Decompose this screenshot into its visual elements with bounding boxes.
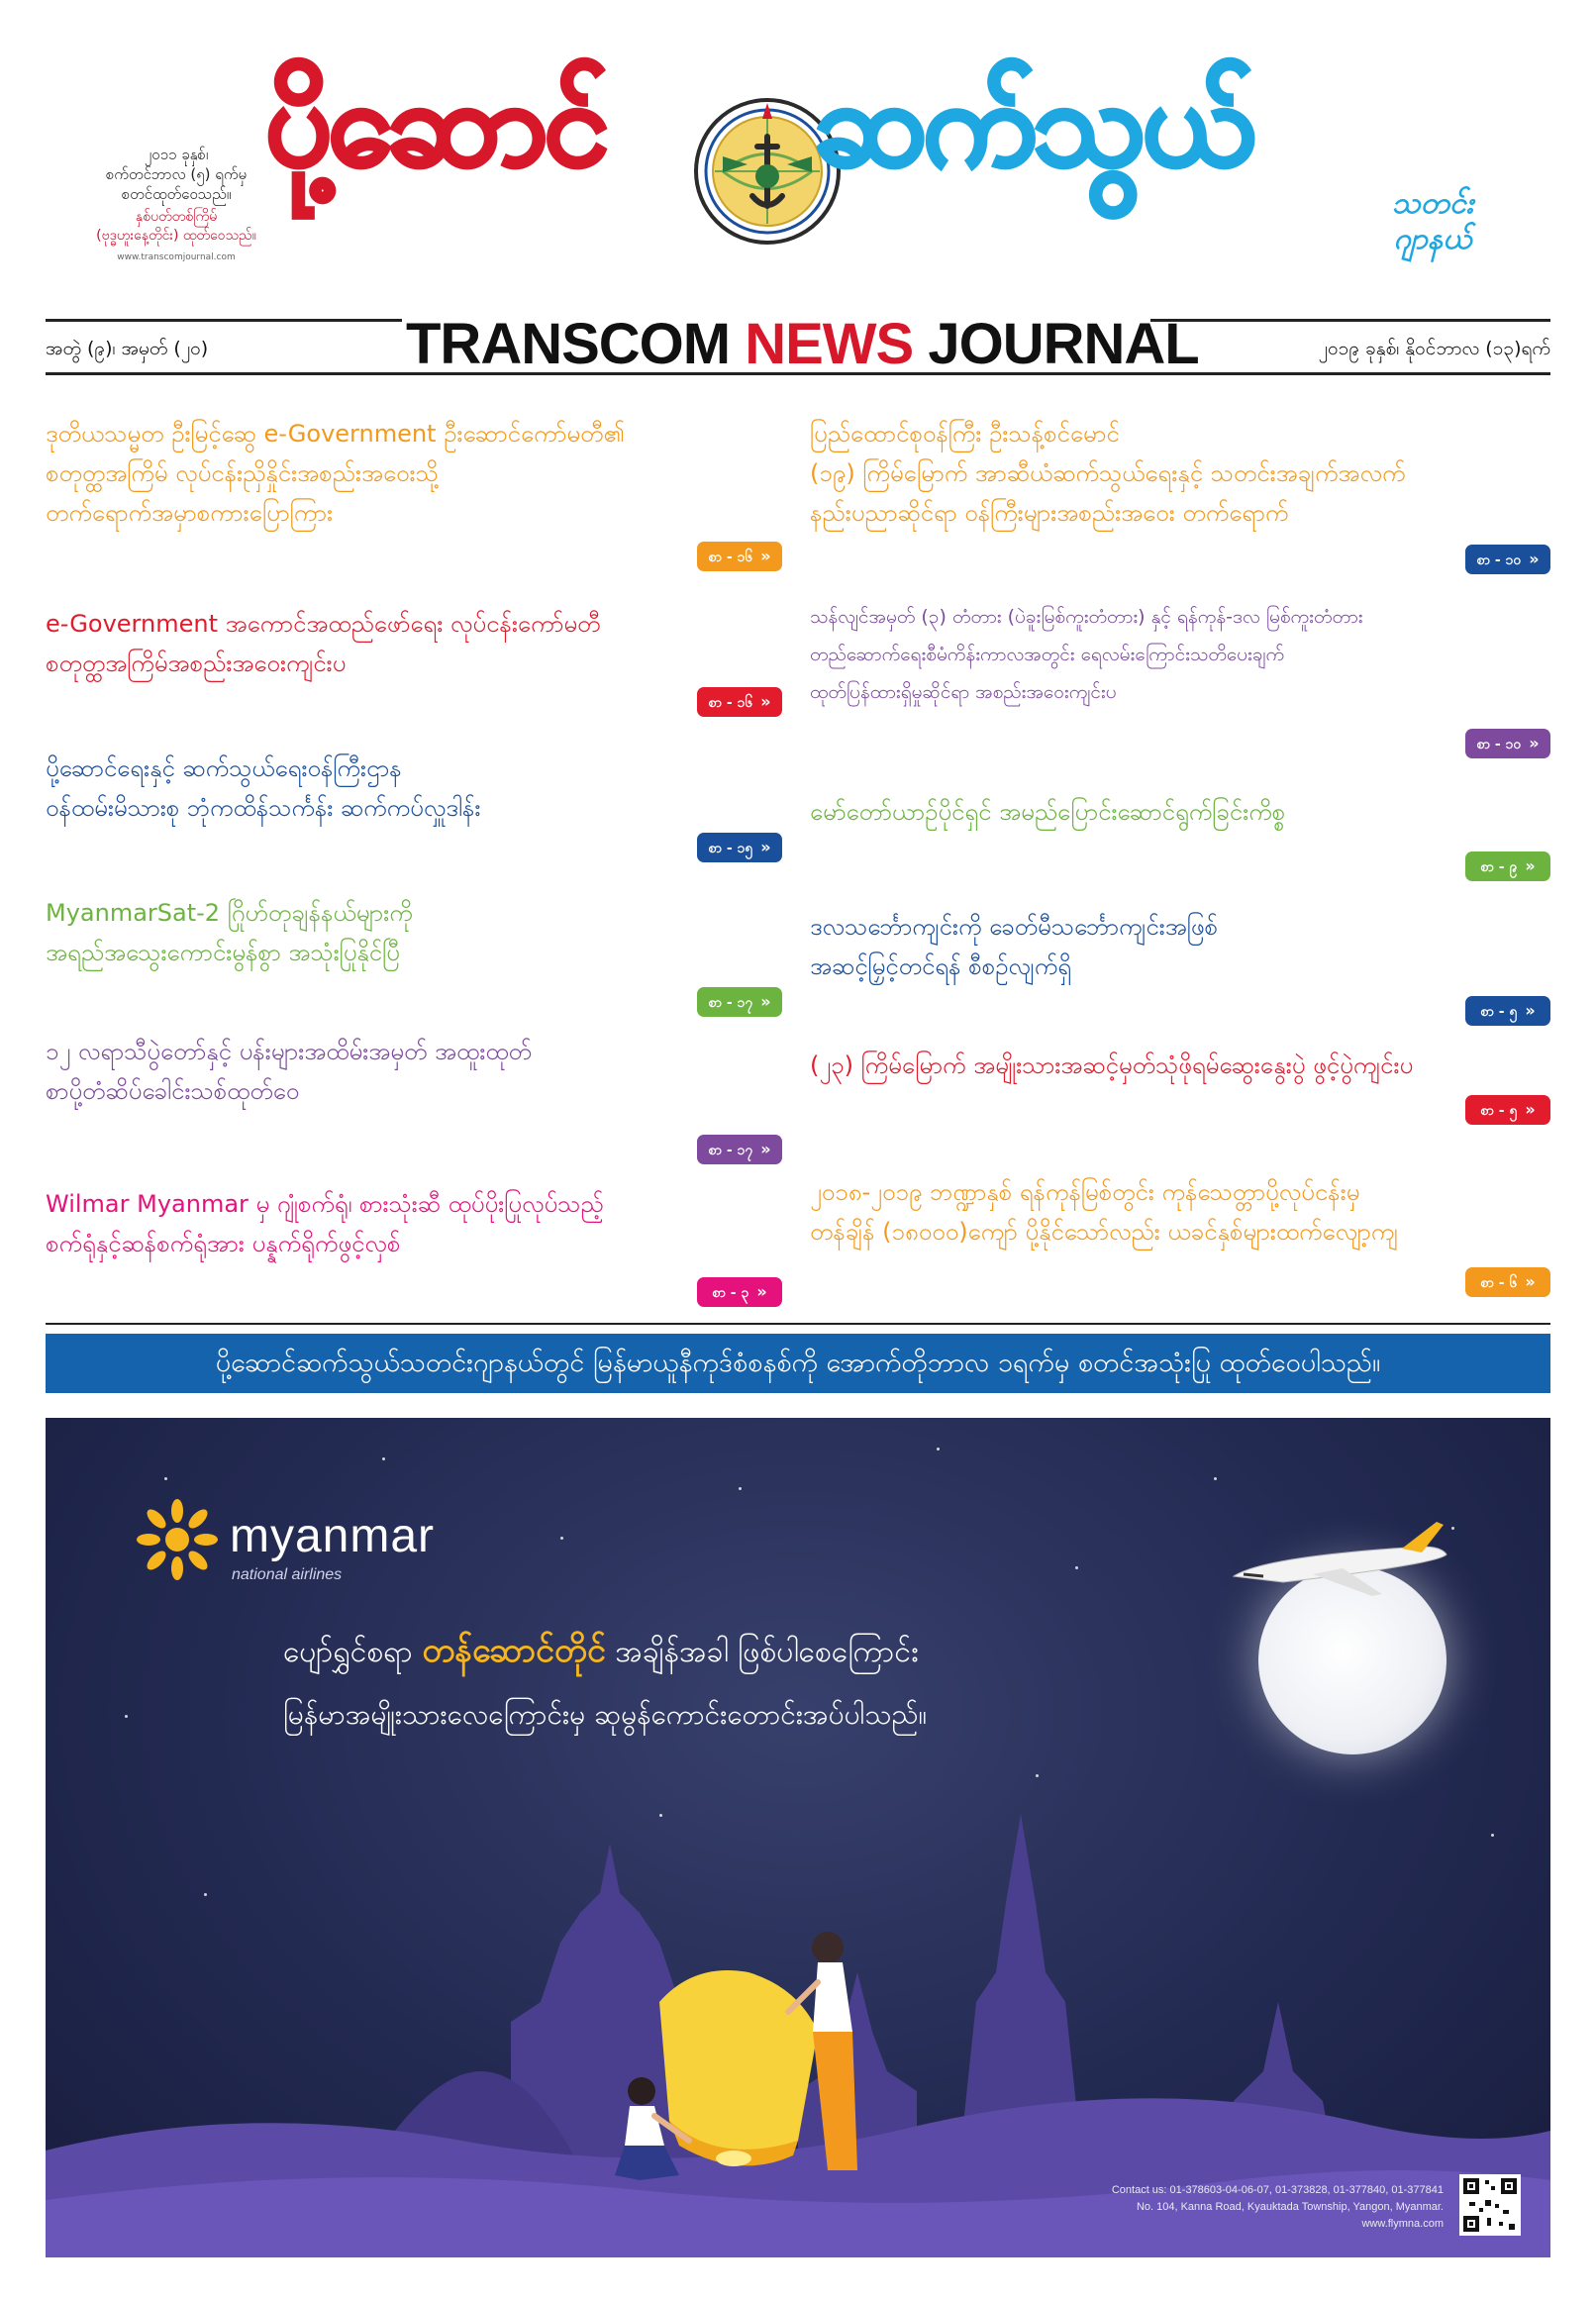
chevron-right-icon: »	[1525, 1100, 1536, 1119]
headline-right-2[interactable]	[810, 598, 1552, 711]
page-ref-label: စာ - ၃	[712, 1285, 749, 1301]
headline-line: ပို့ဆောင်ရေးနှင့် ဆက်သွယ်ရေးဝန်ကြီးဌာန	[46, 754, 402, 782]
english-title	[406, 313, 1199, 376]
headline-left-2[interactable]	[46, 604, 798, 683]
headline-right-6[interactable]	[810, 1172, 1552, 1251]
star	[1214, 1477, 1217, 1480]
masthead-rule-left	[46, 319, 402, 322]
founding-line-2: စက်တင်ဘာလ (၅) ရက်မှ	[105, 165, 248, 183]
headline-left-1[interactable]	[46, 414, 798, 533]
chevron-right-icon: »	[1525, 1001, 1536, 1020]
headline-line: တက်ရောက်အမှာစကားပြောကြား	[46, 499, 334, 527]
mna-advertisement[interactable]	[46, 1418, 1550, 2257]
unicode-notice-banner: ပို့ဆောင်ဆက်သွယ်သတင်းဂျာနယ်တွင် မြန်မာယူနီကုဒ်စံစနစ်ကို အောက်တိုဘာလ ၁ရက်မှ စတင်အသုံးပြု ထုတ်ဝေပါသည်။	[46, 1334, 1550, 1393]
page-ref-label: စာ - ၅	[1480, 1004, 1518, 1020]
headline-line: (၂၃) ကြိမ်မြောက် အမျိုးသားအဆင့်မှတ်သုံဖိုရမ်ဆွေးနွေးပွဲ ဖွင့်ပွဲကျင်းပ	[810, 1051, 1414, 1079]
news-journal-line-2: ဂျာနယ်	[1393, 222, 1472, 256]
chevron-right-icon: »	[760, 1140, 771, 1158]
masthead-rule-right	[1150, 319, 1550, 322]
page-ref-label: စာ - ၁၅	[708, 841, 753, 856]
issue-number: အတွဲ (၉)၊ အမှတ် (၂၀)	[46, 338, 209, 359]
headline-line: ပြည်ထောင်စုဝန်ကြီး ဦးသန့်စင်မောင်	[810, 420, 1120, 448]
star	[937, 1448, 940, 1451]
masthead-title-blue: ဆက်သွယ်	[814, 55, 1252, 192]
headline-line: စတုတ္ထအကြိမ်အစည်းအဝေးကျင်းပ	[46, 650, 347, 677]
headline-right-5[interactable]	[810, 1046, 1552, 1085]
contact-phone: Contact us: 01-378603-04-06-07, 01-373828, 01-377840, 01-377841	[1111, 2184, 1444, 2196]
page-ref-button[interactable]	[1465, 851, 1550, 881]
festival-name: တန်ဆောင်တိုင်	[422, 1631, 606, 1670]
headline-right-3[interactable]	[810, 792, 1552, 832]
headline-right-1[interactable]	[810, 414, 1552, 533]
mna-logo-subtitle: national airlines	[232, 1566, 343, 1583]
page-ref-button[interactable]	[1465, 996, 1550, 1026]
english-title-news: NEWS	[745, 312, 914, 376]
news-journal-line-1: သတင်း	[1391, 186, 1474, 221]
greeting-text: ပျော်ရွှင်စရာ	[283, 1635, 423, 1669]
headline-line: ထုတ်ပြန်ထားရှိမှုဆိုင်ရာ အစည်းအဝေးကျင်းပ	[810, 681, 1117, 703]
founding-info	[87, 145, 265, 267]
headline-line: ၂၀၁၈-၂၀၁၉ ဘဏ္ဍာနှစ် ရန်ကုန်မြစ်တွင်း ကုန်သေတ္တာပို့လုပ်ငန်းမှ	[810, 1178, 1360, 1206]
news-journal-label	[1378, 186, 1487, 257]
frequency-line-2: (ဗုဒ္ဓဟူးနေ့တိုင်း) ထုတ်ဝေသည်။	[96, 228, 256, 244]
page-ref-button[interactable]	[697, 542, 782, 571]
headline-line: အရည်အသွေးကောင်းမွန်စွာ အသုံးပြုနိုင်ပြီ	[46, 939, 400, 966]
issue-date: ၂၀၁၉ ခုနှစ်၊ နိုဝင်ဘာလ (၁၃)ရက်	[1318, 338, 1550, 359]
headline-line: ဝန်ထမ်းမိသားစု ဘုံကထိန်သင်္ကန်း ဆက်ကပ်လှူဒါန်း	[46, 794, 481, 822]
chevron-right-icon: »	[1525, 1272, 1536, 1291]
headline-line: နည်းပညာဆိုင်ရာ ဝန်ကြီးများအစည်းအဝေး တက်ရောက်	[810, 499, 1289, 527]
headline-left-5[interactable]	[46, 1032, 798, 1111]
headline-line: စတုတ္ထအကြိမ် လုပ်ငန်းညှိနှိုင်းအစည်းအဝေးသို့	[46, 459, 439, 487]
page-ref-button[interactable]	[697, 687, 782, 717]
headline-line: တန်ချိန် (၁၈၀၀၀)ကျော် ပို့နိုင်သော်လည်း ယခင်နှစ်များထက်လျော့ကျ	[810, 1218, 1399, 1246]
page-ref-label: စာ - ၁၇	[708, 995, 753, 1011]
page-ref-label: စာ - ၉	[1480, 859, 1518, 875]
founding-line-3: စတင်ထုတ်ဝေသည်။	[121, 185, 232, 203]
website-url[interactable]: www.transcomjournal.com	[117, 252, 236, 262]
page-ref-label: စာ - ၁၀	[1476, 552, 1522, 568]
headline-line: ၁၂ လရာသီပွဲတော်နှင့် ပန်းများအထိမ်းအမှတ် အထူးထုတ်	[46, 1038, 532, 1065]
headline-line: Wilmar Myanmar မှ ဂျုံစက်ရုံ၊ စားသုံးဆီ ထုပ်ပိုးပြုလုပ်သည့်	[46, 1190, 604, 1218]
chevron-right-icon: »	[760, 992, 771, 1011]
masthead-title-red: ပို့ဆောင်	[265, 55, 605, 192]
page-ref-button[interactable]	[1465, 729, 1550, 758]
founding-line-1: ၂၀၁၁ ခုနှစ်၊	[144, 146, 209, 163]
english-title-journal: JOURNAL	[913, 312, 1199, 376]
page-ref-button[interactable]	[697, 1277, 782, 1307]
headline-line: ဒလသင်္ဘောကျင်းကို ခေတ်မီသင်္ဘောကျင်းအဖြစ်	[810, 913, 1218, 941]
mna-logo-text: myanmar	[230, 1510, 436, 1562]
page-ref-label: စာ - ၆	[1480, 1275, 1518, 1291]
headline-line: (၁၉) ကြိမ်မြောက် အာဆီယံဆက်သွယ်ရေးနှင့် သတင်းအချက်အလက်	[810, 459, 1406, 487]
airplane-icon	[1224, 1517, 1451, 1606]
page-ref-label: စာ - ၁၆	[708, 550, 753, 565]
chevron-right-icon: »	[760, 547, 771, 565]
chevron-right-icon: »	[1529, 734, 1540, 752]
chevron-right-icon: »	[756, 1282, 767, 1301]
page-ref-label: စာ - ၁၀	[1476, 737, 1522, 752]
mna-logo-icon	[135, 1497, 220, 1582]
frequency-line-1: နှစ်ပတ်တစ်ကြိမ်	[135, 209, 218, 225]
headline-line: မော်တော်ယာဉ်ပိုင်ရှင် အမည်ပြောင်းဆောင်ရွက်ခြင်းကိစ္စ	[810, 798, 1286, 826]
star	[125, 1715, 128, 1718]
headline-line: စက်ရုံနှင့်ဆန်စက်ရုံအား ပန္နက်ရိုက်ဖွင့်လှစ်	[46, 1230, 401, 1257]
english-title-transcom: TRANSCOM	[406, 312, 746, 376]
page-ref-button[interactable]	[1465, 545, 1550, 574]
page-ref-button[interactable]	[697, 833, 782, 862]
section-divider	[46, 1323, 1550, 1325]
chevron-right-icon: »	[760, 838, 771, 856]
page-ref-label: စာ - ၅	[1480, 1103, 1518, 1119]
greeting-line-2: မြန်မာအမျိုးသားလေကြောင်းမှ ဆုမွန်ကောင်းတောင်းအပ်ပါသည်။	[283, 1698, 928, 1731]
page-ref-label: စာ - ၁၆	[708, 695, 753, 711]
headline-line: အဆင့်မြှင့်တင်ရန် စီစဉ်လျက်ရှိ	[810, 952, 1071, 980]
star	[164, 1477, 167, 1480]
star	[1075, 1566, 1078, 1569]
contact-info	[1112, 2182, 1444, 2233]
headline-left-4[interactable]	[46, 893, 798, 972]
headline-line: MyanmarSat-2 ဂြိုဟ်တုချန်နယ်များကို	[46, 899, 413, 927]
chevron-right-icon: »	[760, 692, 771, 711]
headline-line: တည်ဆောက်ရေးစီမံကိန်းကာလအတွင်း ရေလမ်းကြောင်းသတိပေးချက်	[810, 644, 1285, 665]
page-ref-button[interactable]	[697, 987, 782, 1017]
chevron-right-icon: »	[1525, 856, 1536, 875]
headline-left-3[interactable]	[46, 749, 798, 828]
contact-address: No. 104, Kanna Road, Kyauktada Township, Yangon, Myanmar.	[1136, 2201, 1444, 2213]
greeting-line-1	[283, 1631, 919, 1672]
headline-left-6[interactable]	[46, 1184, 798, 1263]
star	[382, 1457, 385, 1460]
star	[1451, 1527, 1454, 1530]
star	[560, 1537, 563, 1540]
page-ref-button[interactable]	[697, 1135, 782, 1164]
page-ref-button[interactable]	[1465, 1267, 1550, 1297]
page-ref-button[interactable]	[1465, 1095, 1550, 1125]
page-ref-label: စာ - ၁၇	[708, 1143, 753, 1158]
headline-line: e-Government အကောင်အထည်ဖော်ရေး လုပ်ငန်းကော်မတီ	[46, 610, 601, 638]
headline-line: စာပို့တံဆိပ်ခေါင်းသစ်ထုတ်ဝေ	[46, 1077, 300, 1105]
qr-code-icon[interactable]	[1459, 2174, 1521, 2236]
star	[739, 1487, 742, 1490]
headline-line: ဒုတိယသမ္မတ ဦးမြင့်ဆွေ e-Government ဦးဆောင်ကော်မတီ၏	[46, 420, 625, 448]
headline-right-4[interactable]	[810, 907, 1552, 986]
headline-line: သန်လျင်အမှတ် (၃) တံတား (ပဲခူးမြစ်ကူးတံတား) နှင့် ရန်ကုန်-ဒလ မြစ်ကူးတံတား	[810, 606, 1363, 628]
chevron-right-icon: »	[1529, 550, 1540, 568]
greeting-text: အချိန်အခါ ဖြစ်ပါစေကြောင်း	[605, 1635, 919, 1669]
contact-website[interactable]: www.flymna.com	[1361, 2218, 1444, 2230]
